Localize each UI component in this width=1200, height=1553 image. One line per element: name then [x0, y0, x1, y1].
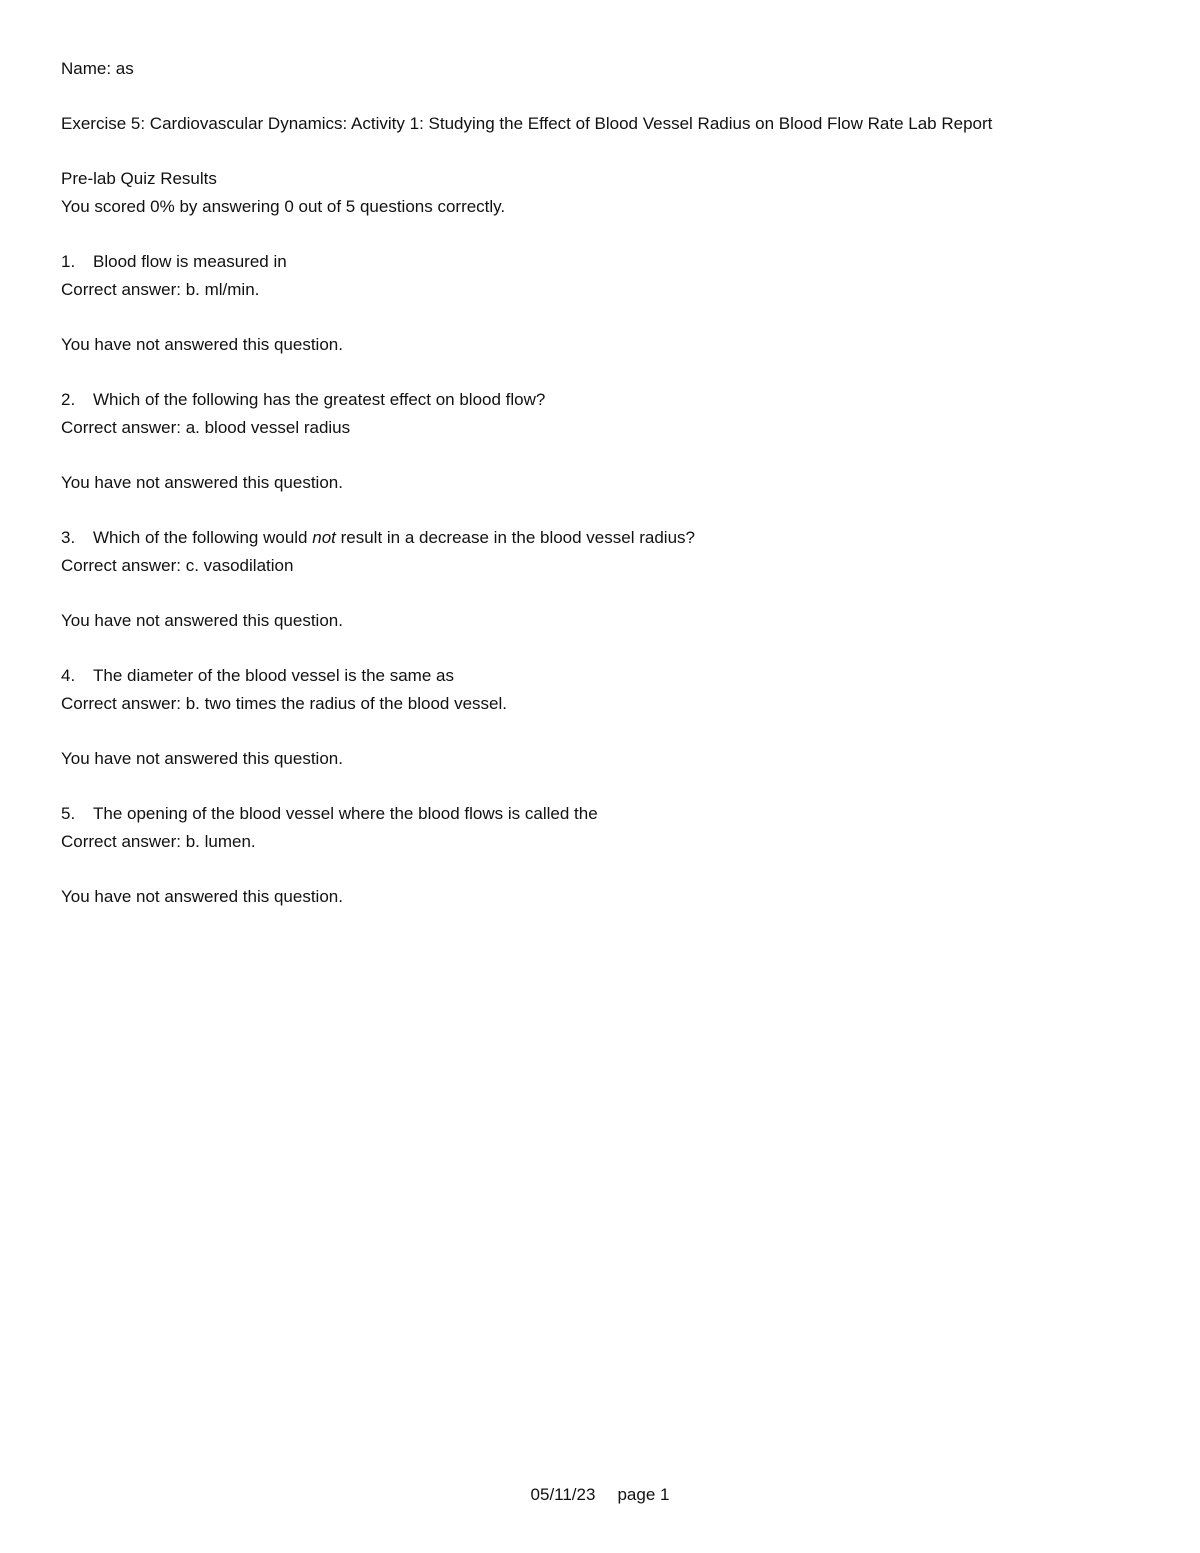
question-number: 3. [61, 528, 76, 547]
answer-status: You have not answered this question. [61, 611, 343, 630]
answer-status: You have not answered this question. [61, 749, 343, 768]
correct-answer: Correct answer: a. blood vessel radius [61, 418, 351, 437]
question-number: 4. [61, 666, 76, 685]
question-2 [61, 389, 1181, 417]
question-1 [61, 251, 1181, 279]
answer-status: You have not answered this question. [61, 335, 343, 354]
question-5 [61, 803, 1181, 831]
correct-answer: Correct answer: c. vasodilation [61, 556, 294, 575]
question-4 [61, 665, 1181, 693]
question-text: Which of the following has the greatest effect on blood flow? [93, 390, 546, 409]
correct-answer: Correct answer: b. two times the radius of the blood vessel. [61, 694, 507, 713]
question-text: result in a decrease in the blood vessel radius? [335, 528, 695, 547]
student-name: Name: as [61, 59, 134, 78]
correct-answer: Correct answer: b. lumen. [61, 832, 256, 851]
question-number: 5. [61, 804, 76, 823]
question-3 [61, 527, 1181, 555]
page-number: page 1 [617, 1485, 670, 1504]
quiz-score: You scored 0% by answering 0 out of 5 questions correctly. [61, 197, 506, 216]
report-title: Exercise 5: Cardiovascular Dynamics: Activity 1: Studying the Effect of Blood Vessel Radius on Blood Flow Rate Lab Report [61, 114, 993, 133]
question-text-emphasis: not [312, 528, 336, 547]
answer-status: You have not answered this question. [61, 473, 343, 492]
question-text: Which of the following would [93, 528, 313, 547]
quiz-heading: Pre-lab Quiz Results [61, 169, 217, 188]
question-text: The opening of the blood vessel where the blood flows is called the [93, 804, 598, 823]
question-text: Blood flow is measured in [93, 252, 287, 271]
correct-answer: Correct answer: b. ml/min. [61, 280, 260, 299]
question-number: 2. [61, 390, 76, 409]
question-number: 1. [61, 252, 76, 271]
document-page [61, 58, 1181, 914]
footer-date: 05/11/23 [530, 1485, 596, 1504]
answer-status: You have not answered this question. [61, 887, 343, 906]
page-footer [0, 1484, 1200, 1506]
question-text: The diameter of the blood vessel is the same as [93, 666, 454, 685]
